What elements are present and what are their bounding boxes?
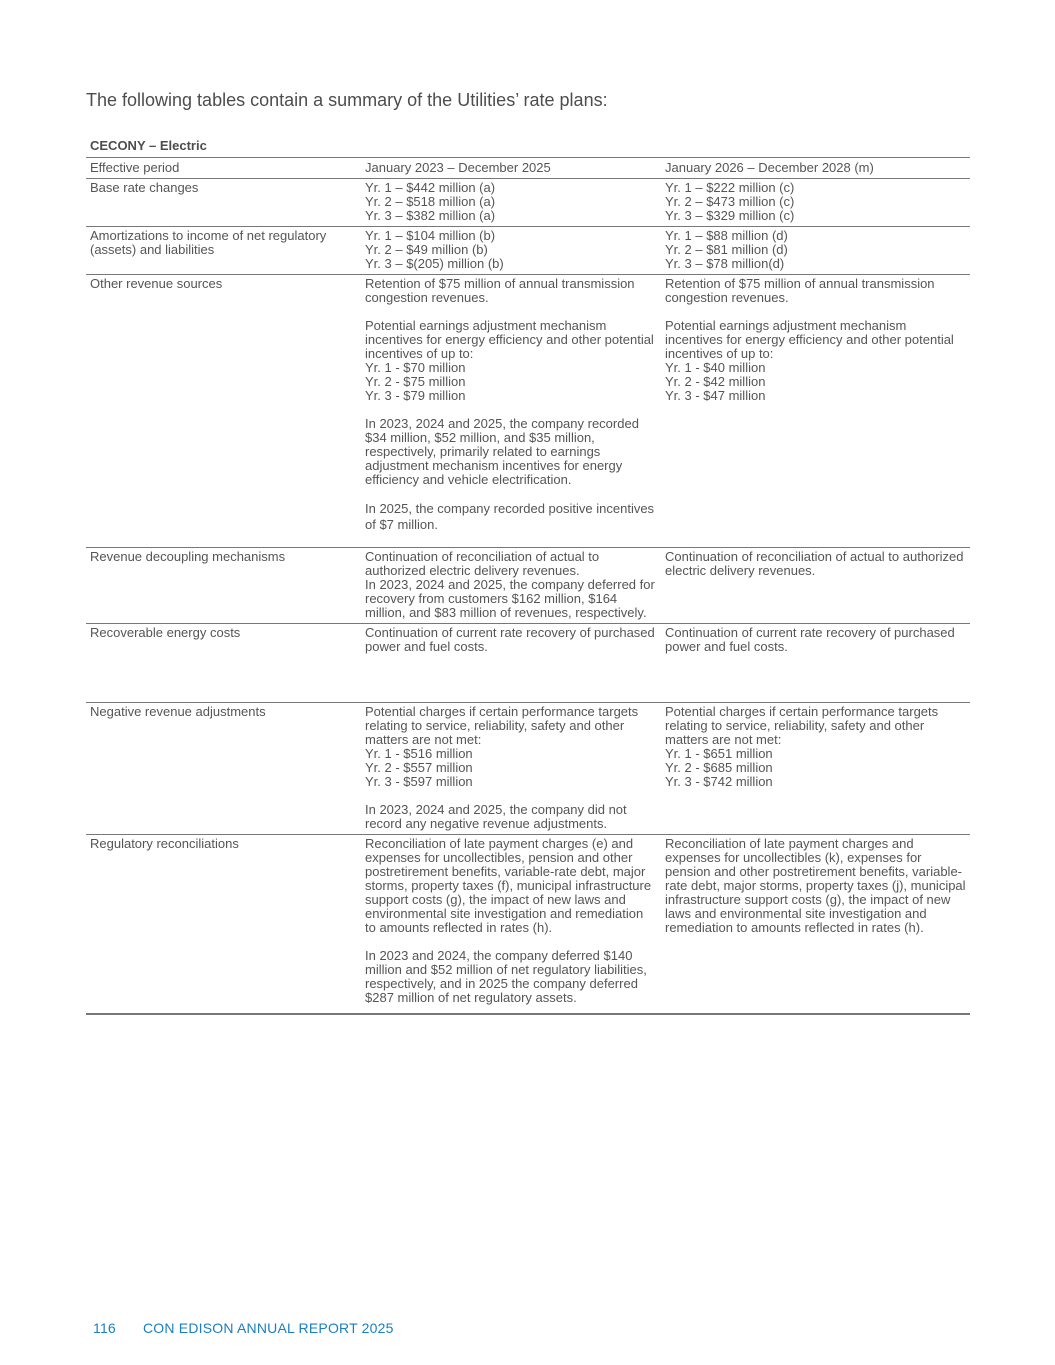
other-revenue-period-2: Retention of $75 million of annual transmission congestion revenues. Potential earnings adjustment mechanism incentives for energy efficiency and other potential incentives of up to: Yr. 1 - $40 million Yr. 2 - $42 million Yr. 3 - $47 million	[661, 275, 970, 548]
table-row-base-rate	[86, 179, 970, 227]
row-label: Revenue decoupling mechanisms	[86, 548, 361, 624]
amortizations-period-1: Yr. 1 – $104 million (b) Yr. 2 – $49 million (b) Yr. 3 – $(205) million (b)	[361, 227, 661, 275]
reconciliations-period-1: Reconciliation of late payment charges (e) and expenses for uncollectibles, pension and other postretirement benefits, variable-rate debt, major storms, property taxes (f), municipal infrastructure support costs (g), the impact of new laws and environmental site investigation and remediation to amounts reflected in rates (h). In 2023 and 2024, the company deferred $140 million and $52 million of net regulatory liabilities, respectively, and in 2025 the company deferred $287 million of net regulatory assets.	[361, 835, 661, 1015]
header-period-2: January 2026 – December 2028 (m)	[661, 158, 970, 179]
table-row-energy-costs	[86, 624, 970, 703]
decoupling-period-2: Continuation of reconciliation of actual to authorized electric delivery revenues.	[661, 548, 970, 624]
decoupling-period-1: Continuation of reconciliation of actual to authorized electric delivery revenues. In 2023, 2024 and 2025, the company deferred for recovery from customers $162 million, $164 million, and $83 million of revenues, respectively.	[361, 548, 661, 624]
energy-costs-period-1: Continuation of current rate recovery of purchased power and fuel costs.	[361, 624, 661, 703]
page-number: 116	[93, 1320, 116, 1336]
row-label: Recoverable energy costs	[86, 624, 361, 703]
amortizations-period-2: Yr. 1 – $88 million (d) Yr. 2 – $81 million (d) Yr. 3 – $78 million(d)	[661, 227, 970, 275]
reconciliations-period-2: Reconciliation of late payment charges and expenses for uncollectibles (k), expenses for pension and other postretirement benefits, variable-rate debt, major storms, property taxes (j), municipal infrastructure support costs (g), the impact of new laws and environmental site investigation and remediation to amounts reflected in rates (h).	[661, 835, 970, 1015]
table-header-row	[86, 158, 970, 179]
negative-adjustments-period-1: Potential charges if certain performance targets relating to service, reliability, safety and other matters are not met: Yr. 1 - $516 million Yr. 2 - $557 million Yr. 3 - $597 million In 2023, 2024 and 2025, the company did not record any negative revenue adjustments.	[361, 703, 661, 835]
table-row-reconciliations	[86, 835, 970, 1015]
other-revenue-period-1: Retention of $75 million of annual transmission congestion revenues. Potential earnings adjustment mechanism incentives for energy efficiency and other potential incentives of up to: Yr. 1 - $70 million Yr. 2 - $75 million Yr. 3 - $79 million In 2023, 2024 and 2025, the company recorded $34 million, $52 million, and $35 million, respectively, primarily related to earnings adjustment mechanism incentives for energy efficiency and vehicle electrification. In 2025, the company recorded positive incentives of $7 million.	[361, 275, 661, 548]
rate-plan-table	[86, 157, 970, 1015]
row-label: Base rate changes	[86, 179, 361, 227]
page-intro: The following tables contain a summary of the Utilities’ rate plans:	[86, 90, 608, 110]
row-label: Negative revenue adjustments	[86, 703, 361, 835]
table-title: CECONY – Electric	[90, 138, 207, 153]
base-rate-period-1: Yr. 1 – $442 million (a) Yr. 2 – $518 million (a) Yr. 3 – $382 million (a)	[361, 179, 661, 227]
base-rate-period-2: Yr. 1 – $222 million (c) Yr. 2 – $473 million (c) Yr. 3 – $329 million (c)	[661, 179, 970, 227]
energy-costs-period-2: Continuation of current rate recovery of purchased power and fuel costs.	[661, 624, 970, 703]
table-row-decoupling	[86, 548, 970, 624]
table-row-other-revenue	[86, 275, 970, 548]
table-row-negative-adjustments	[86, 703, 970, 835]
table-row-amortizations	[86, 227, 970, 275]
row-label: Amortizations to income of net regulatory (assets) and liabilities	[86, 227, 361, 275]
negative-adjustments-period-2: Potential charges if certain performance targets relating to service, reliability, safety and other matters are not met: Yr. 1 - $651 million Yr. 2 - $685 million Yr. 3 - $742 million	[661, 703, 970, 835]
header-label: Effective period	[86, 158, 361, 179]
row-label: Regulatory reconciliations	[86, 835, 361, 1015]
report-title: CON EDISON ANNUAL REPORT 2025	[143, 1320, 394, 1336]
header-period-1: January 2023 – December 2025	[361, 158, 661, 179]
row-label: Other revenue sources	[86, 275, 361, 548]
page-footer	[93, 1320, 394, 1336]
